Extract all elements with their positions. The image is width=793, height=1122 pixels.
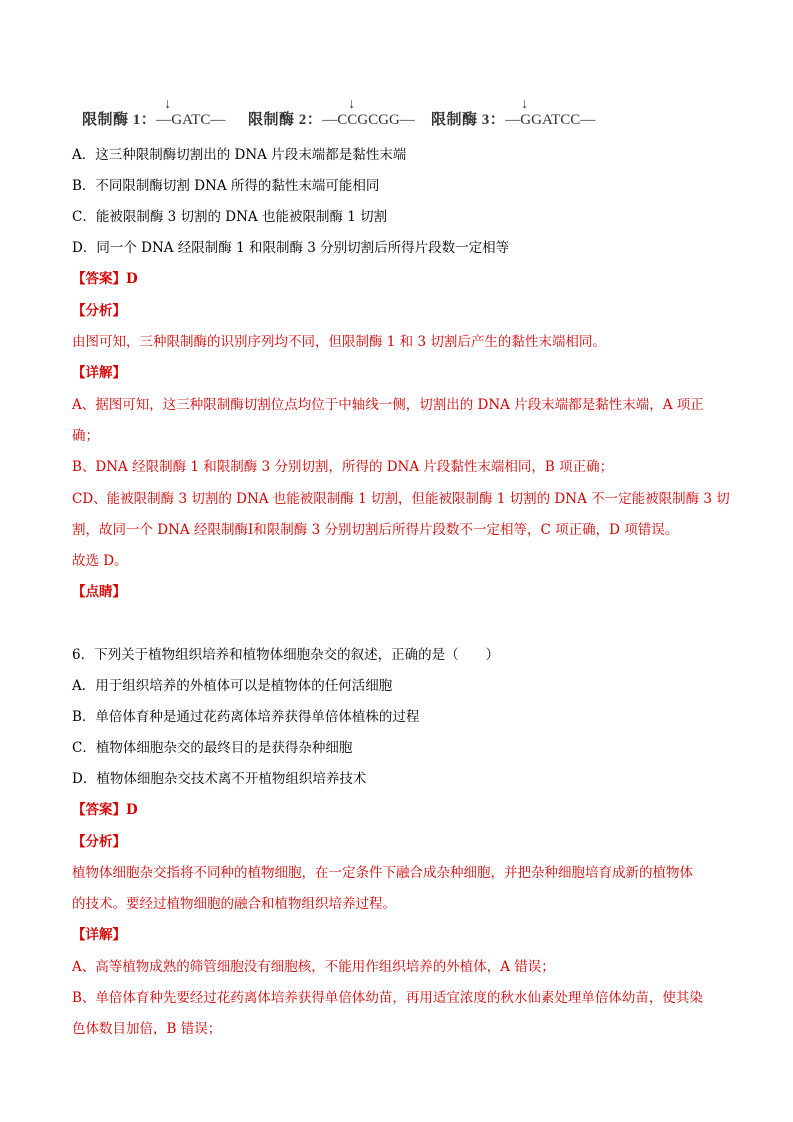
enzyme-1 <box>82 97 226 129</box>
q6-option-b: B．单倍体育种是通过花药离体培养获得单倍体植株的过程 <box>72 709 420 725</box>
q6-analysis-line2: 的技术。要经过植物细胞的融合和植物组织培养过程。 <box>72 896 396 912</box>
q5-choose: 故选 D。 <box>72 553 128 569</box>
restriction-enzyme-figure <box>82 97 602 132</box>
enzyme-1-prefix: — <box>156 112 172 128</box>
q5-detail-tag: 【详解】 <box>72 365 126 381</box>
enzyme-1-site: GATC— <box>171 112 226 128</box>
q5-answer: 【答案】D <box>72 271 138 287</box>
enzyme-3-site: GATCC— <box>531 112 596 128</box>
enzyme-2-name: 限制酶 2： <box>248 112 323 128</box>
q6-option-c: C．植物体细胞杂交的最终目的是获得杂种细胞 <box>72 740 353 756</box>
q5-analysis-tag: 【分析】 <box>72 303 126 319</box>
q5-option-a: A．这三种限制酶切割出的 DNA 片段末端都是黏性末端 <box>72 147 407 163</box>
enzyme-3-prefix: —G <box>505 112 532 128</box>
cut-arrow-icon: ↓ <box>164 97 172 112</box>
q6-stem: 6．下列关于植物组织培养和植物体细胞杂交的叙述，正确的是（ ） <box>72 647 500 663</box>
q6-detail-b-line1: B、单倍体育种先要经过花药离体培养获得单倍体幼苗，再用适宜浓度的秋水仙素处理单倍体幼苗，使其染 <box>72 990 703 1006</box>
q5-detail-a-line1: A、据图可知，这三种限制酶切割位点均位于中轴线一侧，切割出的 DNA 片段末端都是黏性末端，A 项正 <box>72 397 704 413</box>
cut-arrow-icon: ↓ <box>521 97 529 112</box>
enzyme-3-name: 限制酶 3： <box>431 112 506 128</box>
enzyme-2 <box>248 97 415 129</box>
enzyme-3 <box>431 97 596 129</box>
q5-option-d: D．同一个 DNA 经限制酶 1 和限制酶 3 分别切割后所得片段数一定相等 <box>72 240 510 256</box>
q6-detail-tag: 【详解】 <box>72 927 126 943</box>
enzyme-2-site: GCGG— <box>357 112 415 128</box>
enzyme-2-prefix: —CC <box>322 112 358 128</box>
q6-answer: 【答案】D <box>72 802 138 818</box>
q5-detail-a-line2: 确； <box>72 428 99 444</box>
q5-option-c: C．能被限制酶 3 切割的 DNA 也能被限制酶 1 切割 <box>72 209 388 225</box>
q6-analysis-line1: 植物体细胞杂交指将不同种的植物细胞，在一定条件下融合成杂种细胞，并把杂种细胞培育成新的植物体 <box>72 865 693 881</box>
q6-detail-a: A、高等植物成熟的筛管细胞没有细胞核，不能用作组织培养的外植体，A 错误； <box>72 959 555 975</box>
enzyme-1-name: 限制酶 1： <box>82 112 157 128</box>
q5-detail-cd-line1: CD、能被限制酶 3 切割的 DNA 也能被限制酶 1 切割，但能被限制酶 1 切割的 DNA 不一定能被限制酶 3 切 <box>72 491 730 507</box>
q6-option-d: D．植物体细胞杂交技术离不开植物组织培养技术 <box>72 771 367 787</box>
q5-option-b: B．不同限制酶切割 DNA 所得的黏性末端可能相同 <box>72 178 380 194</box>
q5-detail-cd-line2: 割，故同一个 DNA 经限制酶Ⅰ和限制酶 3 分别切割后所得片段数不一定相等，C 项正确，D 项错误。 <box>72 522 679 538</box>
q6-option-a: A．用于组织培养的外植体可以是植物体的任何活细胞 <box>72 678 393 694</box>
cut-arrow-icon: ↓ <box>348 97 356 112</box>
q6-analysis-tag: 【分析】 <box>72 834 126 850</box>
q5-analysis: 由图可知，三种限制酶的识别序列均不同，但限制酶 1 和 3 切割后产生的黏性末端相同。 <box>72 334 606 350</box>
q6-detail-b-line2: 色体数目加倍，B 错误； <box>72 1021 222 1037</box>
q5-comment-tag: 【点睛】 <box>72 584 126 600</box>
q5-detail-b: B、DNA 经限制酶 1 和限制酶 3 分别切割，所得的 DNA 片段黏性末端相同，B 项正确； <box>72 459 614 475</box>
